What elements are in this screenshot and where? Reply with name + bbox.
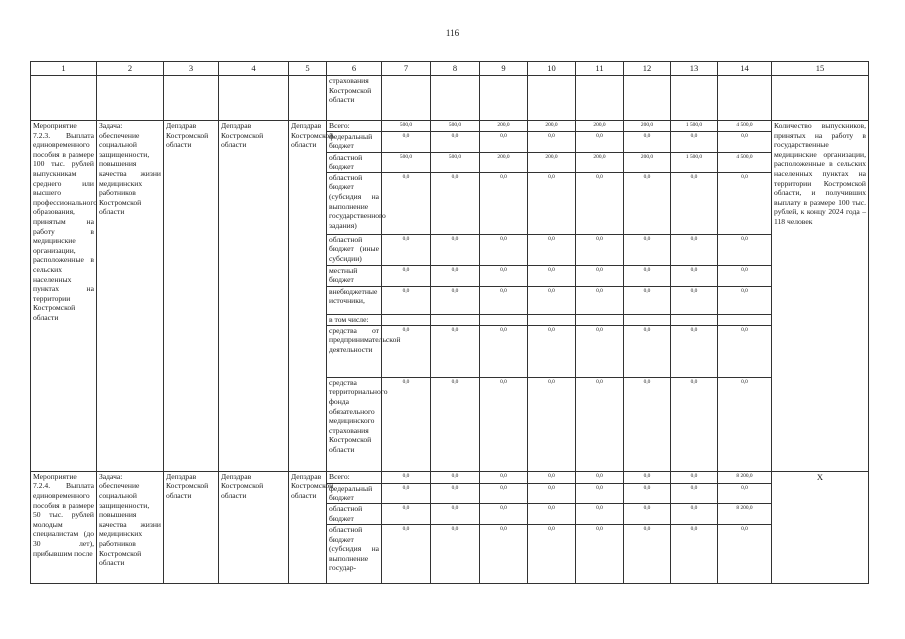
funding-value: 0,0: [624, 524, 671, 583]
funding-value: 0,0: [431, 265, 480, 286]
page-number: 116: [445, 28, 460, 38]
funding-value: 0,0: [528, 483, 576, 503]
measure-cell: Мероприятие 7.2.4. Выплата единовременного пособия в размере 50 тыс. рублей молодым специалистам (до 30 лет), прибывшим после: [31, 471, 97, 583]
funding-value: 0,0: [624, 483, 671, 503]
funding-value: 0,0: [576, 234, 624, 265]
funding-source: областной бюджет (иные субсидии): [327, 234, 382, 265]
funding-value: 0,0: [431, 483, 480, 503]
funding-value: 500,0: [382, 121, 431, 132]
carry-cell: [528, 76, 576, 121]
funding-source: федеральный бюджет: [327, 131, 382, 152]
funding-value: 0,0: [624, 325, 671, 377]
carry-cell: [97, 76, 164, 121]
funding-value: 0,0: [671, 377, 718, 471]
funding-value: 0,0: [480, 377, 528, 471]
carry-cell: [576, 76, 624, 121]
column-header: 7: [382, 62, 431, 76]
column-header: 10: [528, 62, 576, 76]
funding-value: 0,0: [528, 286, 576, 314]
funding-value: 0,0: [576, 265, 624, 286]
funding-value: 0,0: [671, 234, 718, 265]
funding-value: 0,0: [382, 471, 431, 483]
funding-value: 4 500,0: [718, 121, 772, 132]
task-cell: Задача: обеспечение социальной защищенности, повышения качества жизни медицинских работников Костромской области: [97, 121, 164, 472]
funding-value: 0,0: [528, 325, 576, 377]
task-cell: Задача: обеспечение социальной защищенности, повышения качества жизни медицинских работников Костромской области: [97, 471, 164, 583]
funding-value: 0,0: [382, 503, 431, 524]
funding-value: 0,0: [480, 131, 528, 152]
funding-value: 0,0: [382, 377, 431, 471]
funding-value: 0,0: [624, 265, 671, 286]
funding-value: 0,0: [480, 503, 528, 524]
funding-value: 0,0: [718, 286, 772, 314]
funding-source: областной бюджет: [327, 152, 382, 172]
funding-value: 0,0: [528, 503, 576, 524]
funding-value: 0,0: [528, 265, 576, 286]
funding-value: 0,0: [624, 172, 671, 234]
funding-value: 0,0: [431, 286, 480, 314]
funding-value: 0,0: [431, 131, 480, 152]
carry-cell: [431, 76, 480, 121]
funding-value: [576, 314, 624, 325]
funding-value: 0,0: [671, 524, 718, 583]
funding-value: [431, 314, 480, 325]
funding-source: федеральный бюджет: [327, 483, 382, 503]
funding-source: областной бюджет: [327, 503, 382, 524]
funding-source: средства территориального фонда обязательного медицинского страхования Костромской области: [327, 377, 382, 471]
funding-value: [671, 314, 718, 325]
funding-value: 200,0: [576, 152, 624, 172]
funding-value: 0,0: [576, 524, 624, 583]
carry-cell: [772, 76, 869, 121]
funding-value: [528, 314, 576, 325]
carry-cell: [718, 76, 772, 121]
funding-value: 0,0: [671, 172, 718, 234]
funding-value: 0,0: [528, 131, 576, 152]
executor-cell: Депздрав Костромской области: [164, 121, 219, 472]
result-cell: Количество выпускников, принятых на работу в государственные медицинские организации, расположенные в сельских населенных пунктах на территории Костромской области, и получивших выплату в размере 100 тыс. рублей, к концу 2024 года – 118 человек: [772, 121, 869, 472]
funding-value: 0,0: [382, 286, 431, 314]
funding-value: 500,0: [431, 121, 480, 132]
carry-cell: [219, 76, 289, 121]
funding-value: 200,0: [624, 121, 671, 132]
funding-source: местный бюджет: [327, 265, 382, 286]
funding-value: 0,0: [718, 524, 772, 583]
funding-value: 0,0: [576, 131, 624, 152]
executor-cell: Депздрав Костромской области: [164, 471, 219, 583]
program-table: [30, 61, 869, 584]
carry-over-row: [31, 76, 869, 121]
measure-cell: Мероприятие 7.2.3. Выплата единовременного пособия в размере 100 тыс. рублей выпускникам среднего или высшего профессионального образования, принятым на работу в медицинские организации, расположенные в сельских населенных пунктах на территории Костромской области: [31, 121, 97, 472]
funding-value: 0,0: [624, 286, 671, 314]
funding-value: 8 200,0: [718, 503, 772, 524]
funding-value: 0,0: [718, 483, 772, 503]
funding-value: 0,0: [671, 503, 718, 524]
funding-row: [31, 471, 869, 483]
column-header: 15: [772, 62, 869, 76]
funding-value: [718, 314, 772, 325]
funding-value: 0,0: [382, 131, 431, 152]
funding-value: 0,0: [671, 483, 718, 503]
funding-value: 1 500,0: [671, 121, 718, 132]
funding-value: 0,0: [431, 234, 480, 265]
funding-value: 0,0: [718, 131, 772, 152]
funding-value: 0,0: [576, 471, 624, 483]
funding-value: 0,0: [718, 377, 772, 471]
funding-value: 200,0: [528, 121, 576, 132]
funding-value: 0,0: [576, 377, 624, 471]
funding-value: 0,0: [624, 131, 671, 152]
funding-value: 500,0: [382, 152, 431, 172]
column-header: 8: [431, 62, 480, 76]
funding-value: 0,0: [718, 265, 772, 286]
funding-source: областной бюджет (субсидия на выполнение государственного задания): [327, 172, 382, 234]
customer-cell: Депздрав Костромской области: [289, 121, 327, 472]
funding-value: 0,0: [671, 286, 718, 314]
column-header: 6: [327, 62, 382, 76]
column-header: 12: [624, 62, 671, 76]
funding-value: 0,0: [480, 483, 528, 503]
funding-value: 0,0: [624, 377, 671, 471]
funding-row: [31, 121, 869, 132]
funding-value: 0,0: [382, 325, 431, 377]
participant-cell: Депздрав Костромской области: [219, 471, 289, 583]
funding-value: 0,0: [576, 172, 624, 234]
funding-source: внебюджетные источники,: [327, 286, 382, 314]
funding-source: областной бюджет (субсидия на выполнение государ-: [327, 524, 382, 583]
funding-value: 0,0: [528, 524, 576, 583]
funding-value: [382, 314, 431, 325]
funding-value: 0,0: [528, 471, 576, 483]
funding-value: 0,0: [528, 377, 576, 471]
funding-value: [624, 314, 671, 325]
funding-value: 500,0: [431, 152, 480, 172]
funding-value: 0,0: [718, 234, 772, 265]
column-header: 4: [219, 62, 289, 76]
funding-value: 1 500,0: [671, 152, 718, 172]
customer-cell: Депздрав Костромской области: [289, 471, 327, 583]
funding-value: 200,0: [576, 121, 624, 132]
funding-source: Всего:: [327, 121, 382, 132]
carry-cell: [671, 76, 718, 121]
funding-value: 0,0: [576, 483, 624, 503]
column-header: 2: [97, 62, 164, 76]
funding-value: 0,0: [480, 524, 528, 583]
column-header: 11: [576, 62, 624, 76]
carry-cell: [164, 76, 219, 121]
funding-value: 0,0: [624, 471, 671, 483]
funding-value: 0,0: [382, 172, 431, 234]
funding-value: 0,0: [480, 172, 528, 234]
column-header: 3: [164, 62, 219, 76]
funding-value: 0,0: [431, 524, 480, 583]
funding-value: 0,0: [382, 265, 431, 286]
funding-source: Всего:: [327, 471, 382, 483]
funding-value: 200,0: [624, 152, 671, 172]
carry-cell: [480, 76, 528, 121]
funding-value: 200,0: [480, 121, 528, 132]
funding-source: в том числе:: [327, 314, 382, 325]
funding-value: 200,0: [528, 152, 576, 172]
funding-value: 0,0: [480, 325, 528, 377]
funding-value: 0,0: [431, 471, 480, 483]
funding-value: 0,0: [576, 503, 624, 524]
funding-value: 0,0: [718, 325, 772, 377]
funding-value: 0,0: [671, 265, 718, 286]
funding-value: 200,0: [480, 152, 528, 172]
funding-value: 0,0: [576, 286, 624, 314]
funding-value: 0,0: [528, 234, 576, 265]
funding-value: 0,0: [480, 471, 528, 483]
column-header: 9: [480, 62, 528, 76]
funding-value: 0,0: [671, 471, 718, 483]
carry-cell: [289, 76, 327, 121]
funding-value: 0,0: [480, 234, 528, 265]
funding-value: 0,0: [576, 325, 624, 377]
funding-value: 0,0: [480, 286, 528, 314]
column-header: 1: [31, 62, 97, 76]
funding-value: 0,0: [528, 172, 576, 234]
column-header: 14: [718, 62, 772, 76]
carry-cell: [624, 76, 671, 121]
funding-value: 0,0: [382, 524, 431, 583]
funding-value: 0,0: [624, 503, 671, 524]
funding-value: 0,0: [671, 325, 718, 377]
carry-source-text: страхования Костромской области: [327, 76, 382, 121]
funding-value: 0,0: [431, 377, 480, 471]
funding-value: 8 200,0: [718, 471, 772, 483]
funding-value: 0,0: [671, 131, 718, 152]
funding-value: 4 500,0: [718, 152, 772, 172]
funding-value: 0,0: [624, 234, 671, 265]
funding-value: [480, 314, 528, 325]
column-header: 13: [671, 62, 718, 76]
funding-value: 0,0: [431, 325, 480, 377]
carry-cell: [382, 76, 431, 121]
carry-cell: [31, 76, 97, 121]
funding-value: 0,0: [382, 234, 431, 265]
header-row: [31, 62, 869, 76]
funding-value: 0,0: [431, 503, 480, 524]
funding-value: 0,0: [718, 172, 772, 234]
funding-value: 0,0: [480, 265, 528, 286]
participant-cell: Депздрав Костромской области: [219, 121, 289, 472]
result-cell: Х: [772, 471, 869, 583]
column-header: 5: [289, 62, 327, 76]
funding-value: 0,0: [382, 483, 431, 503]
funding-value: 0,0: [431, 172, 480, 234]
funding-source: средства от предпринимательской деятельности: [327, 325, 382, 377]
